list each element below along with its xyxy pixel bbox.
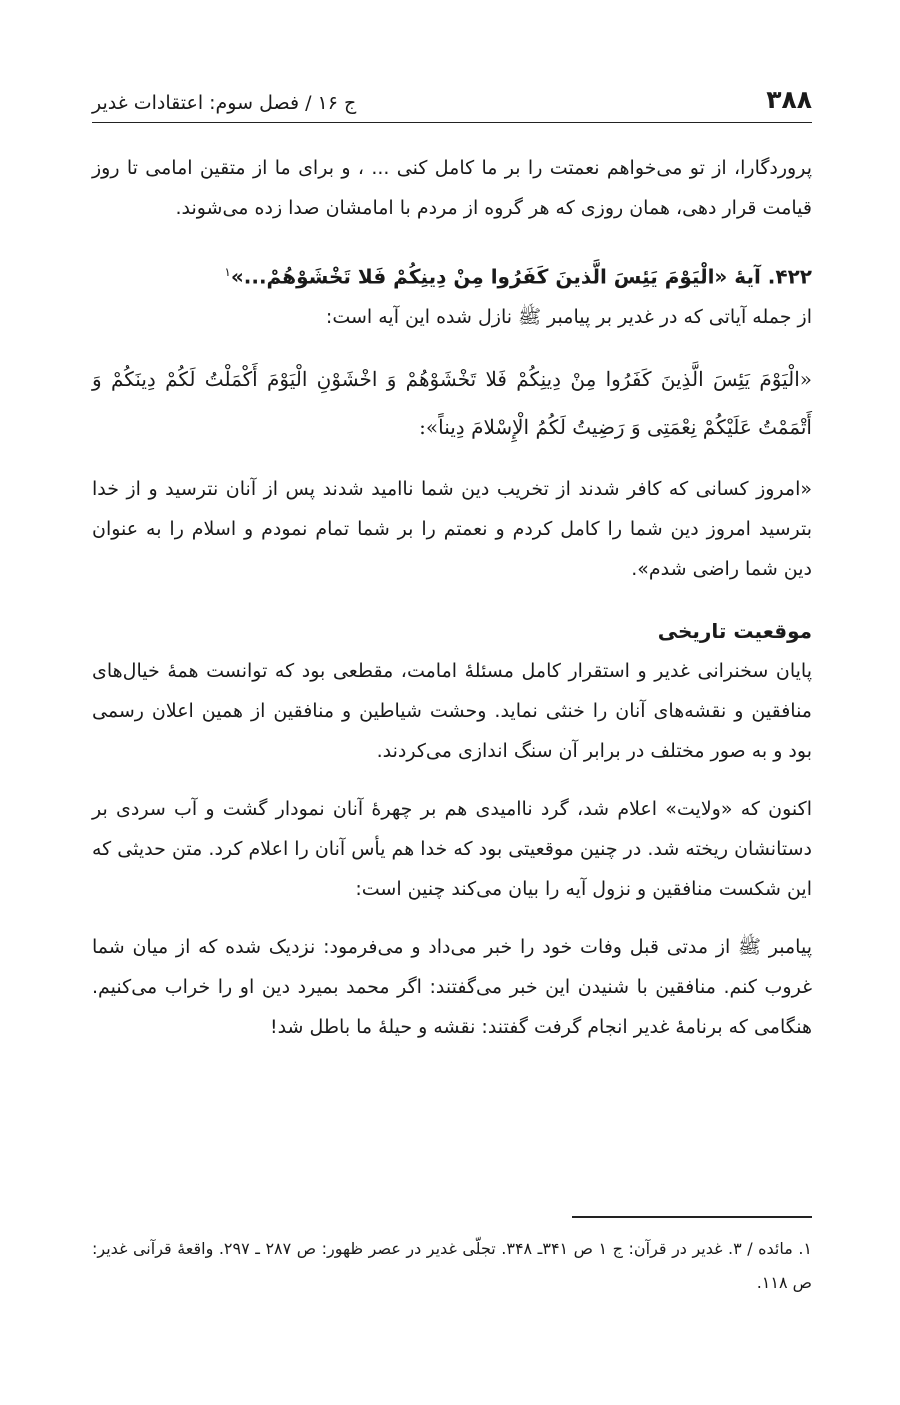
paragraph-history-3: پیامبر ﷺ از مدتی قبل وفات خود را خبر می‌داد و می‌فرمود: نزدیک شده که از میان شما غروب کنم. منافقین با شنیدن این خبر می‌گفتند: اگر محمد بمیرد دین او را خراب می‌کنیم. هنگامی که برنامهٔ غدیر انجام گرفت گفتند: نقشه و حیلهٔ ما باطل شد! — [92, 935, 812, 1038]
page-body — [92, 148, 812, 1047]
section-title: موقعیت تاریخی — [657, 618, 812, 643]
verse-heading — [92, 252, 812, 297]
page-header — [92, 70, 812, 123]
paragraph-intro: از جمله آیاتی که در غدیر بر پیامبر ﷺ نازل شده این آیه است: — [325, 305, 812, 328]
page-number: ۳۸۸ — [766, 85, 812, 114]
verse-translation: «امروز کسانی که کافر شدند از تخریب دین شما ناامید شدند پس از آنان نترسید و از خدا بترسید امروز دین شما را کامل کردم و نعمتم را بر شما تمام نمودم و اسلام را به عنوان دین شما راضی شدم». — [92, 477, 812, 580]
arabic-verse: «الْیَوْمَ یَئِسَ الَّذِینَ کَفَرُوا مِنْ دِینِکُمْ فَلا تَخْشَوْهُمْ وَ اخْشَوْنِ الْیَوْمَ أَکْمَلْتُ لَکُمْ دِینَکُمْ وَ أَتْمَمْتُ عَلَیْکُمْ نِعْمَتِی وَ رَضِیتُ لَکُمُ الْإِسْلامَ دِیناً»: — [92, 366, 812, 439]
footnote-divider — [572, 1216, 812, 1218]
verse-heading-text: ۴۲۲. آیهٔ «الْیَوْمَ یَئِسَ الَّذینَ کَفَرُوا مِنْ دِینِکُمْ فَلا تَخْشَوْهُمْ...» — [230, 264, 812, 289]
footnote-ref: ۱ — [224, 265, 231, 279]
paragraph-history-1: پایان سخنرانی غدیر و استقرار کامل مسئلهٔ امامت، مقطعی بود که توانست همهٔ خیال‌های منافقین و نقشه‌های آنان را خنثی نماید. وحشت شیاطین و منافقین از همین اعلان رسمی بود و به صور مختلف در برابر آن سنگ اندازی می‌کردند. — [92, 659, 812, 762]
paragraph-prayer: پروردگارا، از تو می‌خواهم نعمتت را بر ما کامل کنی ... ، و برای ما از متقین امامی تا روز قیامت قرار دهی، همان روزی که هر گروه از مردم با امامشان صدا زده می‌شوند. — [92, 157, 812, 219]
paragraph-history-2: اکنون که «ولایت» اعلام شد، گرد ناامیدی هم بر چهرهٔ آنان نمودار گشت و آب سردی بر دستانشان ریخته شد. در چنین موقعیتی بود که خدا هم یأس آنان را اعلام کرد. متن حدیثی که این شکست منافقین و نزول آیه را بیان می‌کند چنین است: — [92, 797, 812, 900]
running-head: ج ۱۶ / فصل سوم: اعتقادات غدیر — [92, 92, 357, 114]
footnote — [92, 1232, 812, 1300]
footnote-text: ۱. مائده / ۳. غدیر در قرآن: ج ۱ ص ۳۴۱ـ ۳۴۸. تجلّی غدیر در عصر ظهور: ص ۲۸۷ ـ ۲۹۷. واقعهٔ قرآنی غدیر: ص ۱۱۸. — [92, 1239, 813, 1292]
